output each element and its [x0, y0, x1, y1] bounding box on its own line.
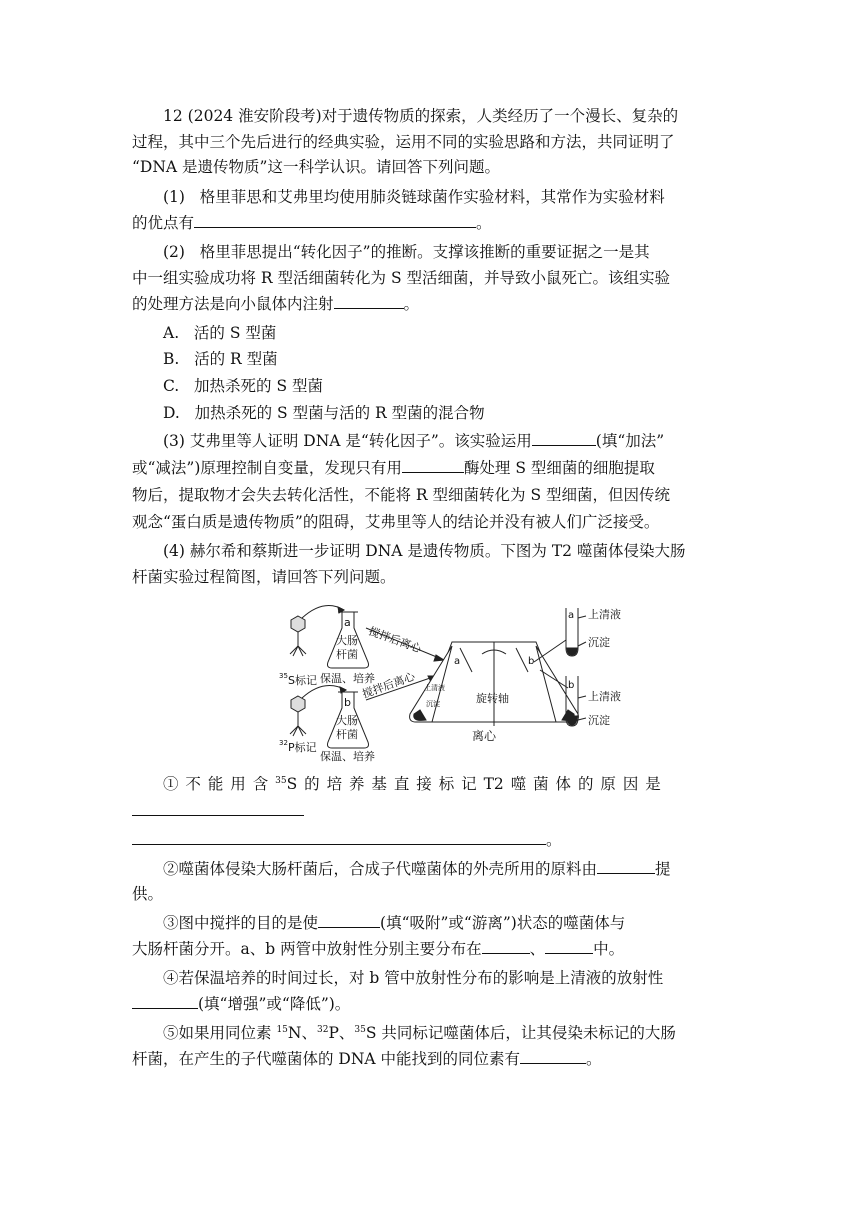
sub-q4-line-1: ④若保温培养的时间过长，对 b 管中放射性分布的影响是上清液的放射性 — [163, 969, 664, 987]
incubate-label-a: 保温、培养 — [320, 672, 375, 685]
centrifuge-label: 离心 — [472, 729, 497, 743]
p32-label-sup: 32 — [279, 739, 288, 747]
option-d[interactable]: D. 加热杀死的 S 型菌与活的 R 型菌的混合物 — [163, 404, 485, 422]
rotor-b-letter: b — [528, 656, 535, 667]
tube-b-precipitate: 沉淀 — [588, 714, 610, 727]
flask-b-letter: b — [344, 696, 351, 709]
p32-label: P标记 — [288, 741, 317, 754]
flask-a-text-2: 杆菌 — [336, 648, 358, 661]
q3-line-3: 物后，提取物才会失去转化活性，不能将 R 型细菌转化为 S 型细菌，但因传统 — [132, 486, 670, 504]
sub-q4-line-2: (填“增强”或“降低”)。 — [132, 992, 730, 1018]
sub-q1-blank-1[interactable] — [132, 799, 304, 816]
q3-blank-1[interactable] — [532, 429, 596, 446]
sub-q3-line-1: ③图中搅拌的目的是使 (填“吸附”或“游离”)状态的噬菌体与 — [132, 911, 730, 937]
sub-q1-line-3: 。 — [132, 828, 730, 854]
inner-precipitate-label: 沉淀 — [426, 700, 440, 708]
q3-line-1: (3) 艾弗里等人证明 DNA 是“转化因子”。该实验运用 (填“加法” — [132, 429, 730, 455]
inner-supernatant-label: 上清液 — [424, 684, 445, 692]
flask-a-letter: a — [344, 616, 351, 629]
diagram-svg — [276, 604, 621, 774]
phage-icon — [290, 616, 306, 656]
tube-b-supernatant: 上清液 — [588, 690, 621, 703]
sub-q5-line-1: ⑤如果用同位素 $^{15}$N、$^{32}$P、$^{35}$S 共同标记噬菌体后，让其侵染未标记的大肠 — [163, 1024, 676, 1042]
flask-a-text-1: 大肠 — [336, 634, 358, 647]
sub-q5-line-2: 杆菌，在产生的子代噬菌体的 DNA 中能找到的同位素有 。 — [132, 1047, 730, 1073]
q4-line-1: (4) 赫尔希和蔡斯进一步证明 DNA 是遗传物质。下图为 T2 噬菌体侵染大肠 — [163, 542, 686, 560]
phage-icon — [290, 696, 306, 736]
tube-a-letter: a — [568, 610, 575, 621]
sub-q3-line-2: 大肠杆菌分开。a、b 两管中放射性分别主要分布在 、 中。 — [132, 937, 730, 963]
flask-b-text-1: 大肠 — [336, 714, 358, 727]
q1-line-2: 的优点有 。 — [132, 211, 730, 237]
flask-b-text-2: 杆菌 — [336, 728, 358, 741]
question-intro-line-1: 12 (2024 淮安阶段考)对于遗传物质的探索，人类经历了一个漫长、复杂的 — [163, 107, 679, 125]
rotor-axis-label: 旋转轴 — [476, 692, 509, 705]
sub-q5-blank[interactable] — [520, 1047, 586, 1064]
q1-answer-blank[interactable] — [194, 211, 476, 228]
sub-q4-blank[interactable] — [132, 992, 198, 1009]
q2-line-2: 中一组实验成功将 R 型活细菌转化为 S 型活细菌，并导致小鼠死亡。该组实验 — [132, 269, 670, 287]
s35-label: S标记 — [288, 674, 317, 687]
s35-label-sup: 35 — [279, 672, 288, 680]
question-intro-line-3: “DNA 是遗传物质”这一科学认识。请回答下列问题。 — [132, 158, 500, 176]
sub-q2-line-1: ②噬菌体侵染大肠杆菌后，合成子代噬菌体的外壳所用的原料由 提 — [132, 857, 730, 883]
stir-label-a: 搅拌后离心 — [366, 624, 424, 656]
sub-q2-line-2: 供。 — [132, 885, 164, 903]
question-intro-line-2: 过程，其中三个先后进行的经典实验，运用不同的实验思路和方法，共同证明了 — [132, 133, 675, 151]
option-c[interactable]: C. 加热杀死的 S 型菌 — [163, 377, 323, 395]
option-b[interactable]: B. 活的 R 型菌 — [163, 350, 278, 368]
incubate-label-b: 保温、培养 — [320, 750, 375, 763]
tube-a-supernatant: 上清液 — [588, 608, 621, 621]
q4-line-2: 杆菌实验过程简图，请回答下列问题。 — [132, 568, 396, 586]
sub-q1-blank-2[interactable] — [132, 828, 546, 845]
q2-line-1: (2) 格里菲思提出“转化因子”的推断。支撑该推断的重要证据之一是其 — [163, 243, 650, 261]
t2-phage-experiment-diagram — [276, 604, 621, 774]
sub-q1-line-1: ① 不 能 用 含 $^{35}$S 的 培 养 基 直 接 标 记 T2 噬 菌 体 的 原 因 是 — [163, 775, 661, 793]
sub-q3-blank-1[interactable] — [318, 911, 380, 928]
q3-blank-2[interactable] — [402, 456, 464, 473]
sub-q3-blank-3[interactable] — [545, 937, 593, 954]
sub-q1-line-2 — [132, 799, 730, 825]
q2-answer-blank[interactable] — [334, 292, 404, 309]
q3-line-2: 或“减法”)原理控制自变量，发现只有用 酶处理 S 型细菌的细胞提取 — [132, 456, 730, 482]
q3-line-4: 观念“蛋白质是遗传物质”的阻碍，艾弗里等人的结论并没有被人们广泛接受。 — [132, 513, 660, 531]
sub-q3-blank-2[interactable] — [482, 937, 530, 954]
tube-b-letter: b — [568, 680, 575, 691]
option-a[interactable]: A. 活的 S 型菌 — [163, 324, 277, 342]
stir-label-b: 搅拌后离心 — [360, 669, 417, 701]
q2-line-3: 的处理方法是向小鼠体内注射 。 — [132, 292, 730, 318]
tube-a-precipitate: 沉淀 — [588, 636, 610, 649]
rotor-a-letter: a — [454, 656, 461, 667]
sub-q2-blank[interactable] — [597, 857, 655, 874]
q1-line-1: (1) 格里菲思和艾弗里均使用肺炎链球菌作实验材料，其常作为实验材料 — [163, 188, 665, 206]
